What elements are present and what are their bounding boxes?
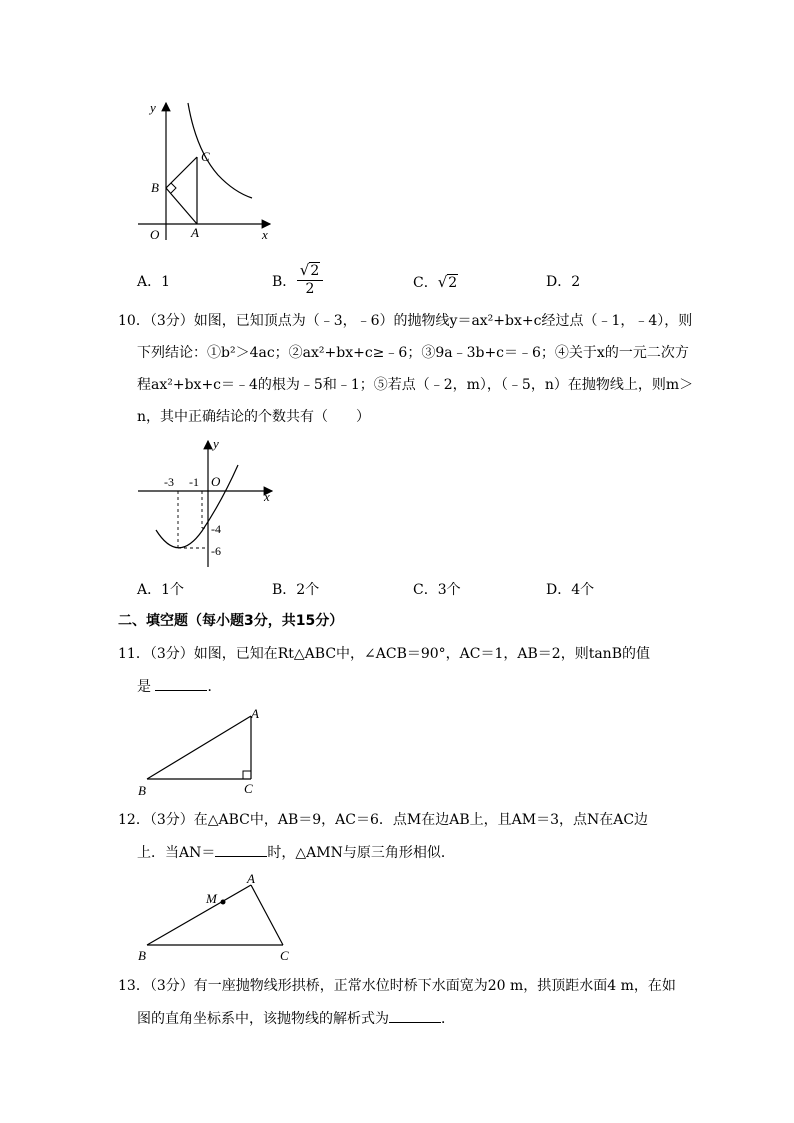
q12-label-m: M bbox=[206, 891, 217, 906]
q10-figure bbox=[130, 435, 280, 570]
q9-label-o: O bbox=[150, 227, 160, 242]
q13-line-2-post: ． bbox=[441, 1011, 455, 1027]
q10-line-2: 下列结论：①b²＞4ac；②ax²+bx+c≥﹣6；③9a﹣3b+c＝﹣6；④关于x的一元二次方 bbox=[137, 345, 689, 361]
q12-line-1: 12．（3分）在△ABC中，AB＝9，AC＝6．点M在边AB上，且AM＝3，点N在AC边 bbox=[118, 812, 649, 828]
q13-line-2 bbox=[137, 1008, 455, 1029]
q10-label-minus3: -3 bbox=[164, 475, 174, 489]
q10-label-o: O bbox=[211, 474, 221, 489]
q9-label-a: A bbox=[191, 225, 199, 240]
q9-label-y: y bbox=[150, 100, 156, 115]
q10-line-1: 10．（3分）如图，已知顶点为（﹣3，﹣6）的抛物线y＝ax²+bx+c经过点（﹣1，﹣4），则 bbox=[118, 313, 693, 329]
q11-line-2 bbox=[137, 676, 221, 697]
q11-label-b: B bbox=[138, 783, 146, 798]
q12-line-2-post: 时，△AMN与原三角形相似． bbox=[267, 845, 455, 861]
q10-line-3: 程ax²+bx+c＝﹣4的根为﹣5和﹣1；⑤若点（﹣2，m），（﹣5，n）在抛物线上，则m＞ bbox=[137, 377, 694, 393]
q9-option-c-prefix: C． bbox=[413, 275, 438, 291]
q10-label-minus4: -4 bbox=[211, 522, 221, 536]
q9-label-c: C bbox=[201, 149, 210, 164]
q12-answer-blank[interactable] bbox=[215, 842, 267, 857]
q10-label-minus1: -1 bbox=[189, 475, 199, 489]
q10-label-x: x bbox=[264, 489, 270, 504]
q9-label-b: B bbox=[151, 180, 159, 195]
q9-option-c: C．√2 bbox=[413, 273, 458, 291]
q9-option-b-numerator: 2 bbox=[310, 263, 320, 279]
q10-label-minus6: -6 bbox=[211, 544, 221, 558]
q11-figure bbox=[130, 700, 280, 800]
q9-option-b-fraction: √2 2 bbox=[295, 262, 325, 297]
q12-line-2 bbox=[137, 842, 455, 863]
q10-option-d: D．4个 bbox=[546, 582, 595, 598]
q12-label-b: B bbox=[138, 948, 146, 963]
q9-hyperbola bbox=[188, 103, 252, 198]
q9-option-b-denominator: 2 bbox=[305, 281, 315, 297]
q11-line-2-pre: 是 bbox=[137, 679, 151, 695]
q9-label-x: x bbox=[262, 227, 268, 242]
q12-line-2-pre: 上．当AN＝ bbox=[137, 845, 216, 861]
q10-option-a: A．1个 bbox=[137, 582, 185, 598]
q13-line-2-pre: 图的直角坐标系中，该抛物线的解析式为 bbox=[137, 1011, 389, 1027]
q9-option-c-radicand: 2 bbox=[448, 275, 458, 291]
q9-figure bbox=[130, 95, 280, 245]
q11-answer-blank[interactable] bbox=[155, 676, 207, 691]
q9-option-b-prefix: B． bbox=[272, 274, 297, 290]
q13-line-1: 13．（3分）有一座抛物线形拱桥，正常水位时桥下水面宽为20 m，拱顶距水面4 m，在如 bbox=[118, 978, 676, 994]
section-2-title: 二、填空题（每小题3分，共15分） bbox=[118, 613, 344, 629]
q9-option-d: D．2 bbox=[546, 274, 581, 290]
q11-line-1: 11．（3分）如图，已知在Rt△ABC中，∠ACB＝90°，AC＝1，AB＝2，则tanB的值 bbox=[118, 646, 650, 662]
q12-point-m bbox=[221, 900, 226, 905]
q9-option-a: A．1 bbox=[137, 274, 171, 290]
q12-label-c: C bbox=[280, 948, 289, 963]
q13-answer-blank[interactable] bbox=[389, 1008, 441, 1023]
q11-line-2-post: ． bbox=[207, 679, 222, 695]
q10-option-c: C．3个 bbox=[413, 582, 461, 598]
q12-label-a: A bbox=[247, 871, 255, 886]
q10-option-b: B．2个 bbox=[272, 582, 320, 598]
q11-label-a: A bbox=[251, 706, 259, 721]
q11-label-c: C bbox=[244, 781, 253, 796]
q10-line-4: n，其中正确结论的个数共有（ ） bbox=[137, 409, 371, 425]
q12-figure bbox=[130, 868, 300, 968]
q10-label-y: y bbox=[213, 436, 219, 451]
q9-option-b bbox=[272, 272, 296, 292]
